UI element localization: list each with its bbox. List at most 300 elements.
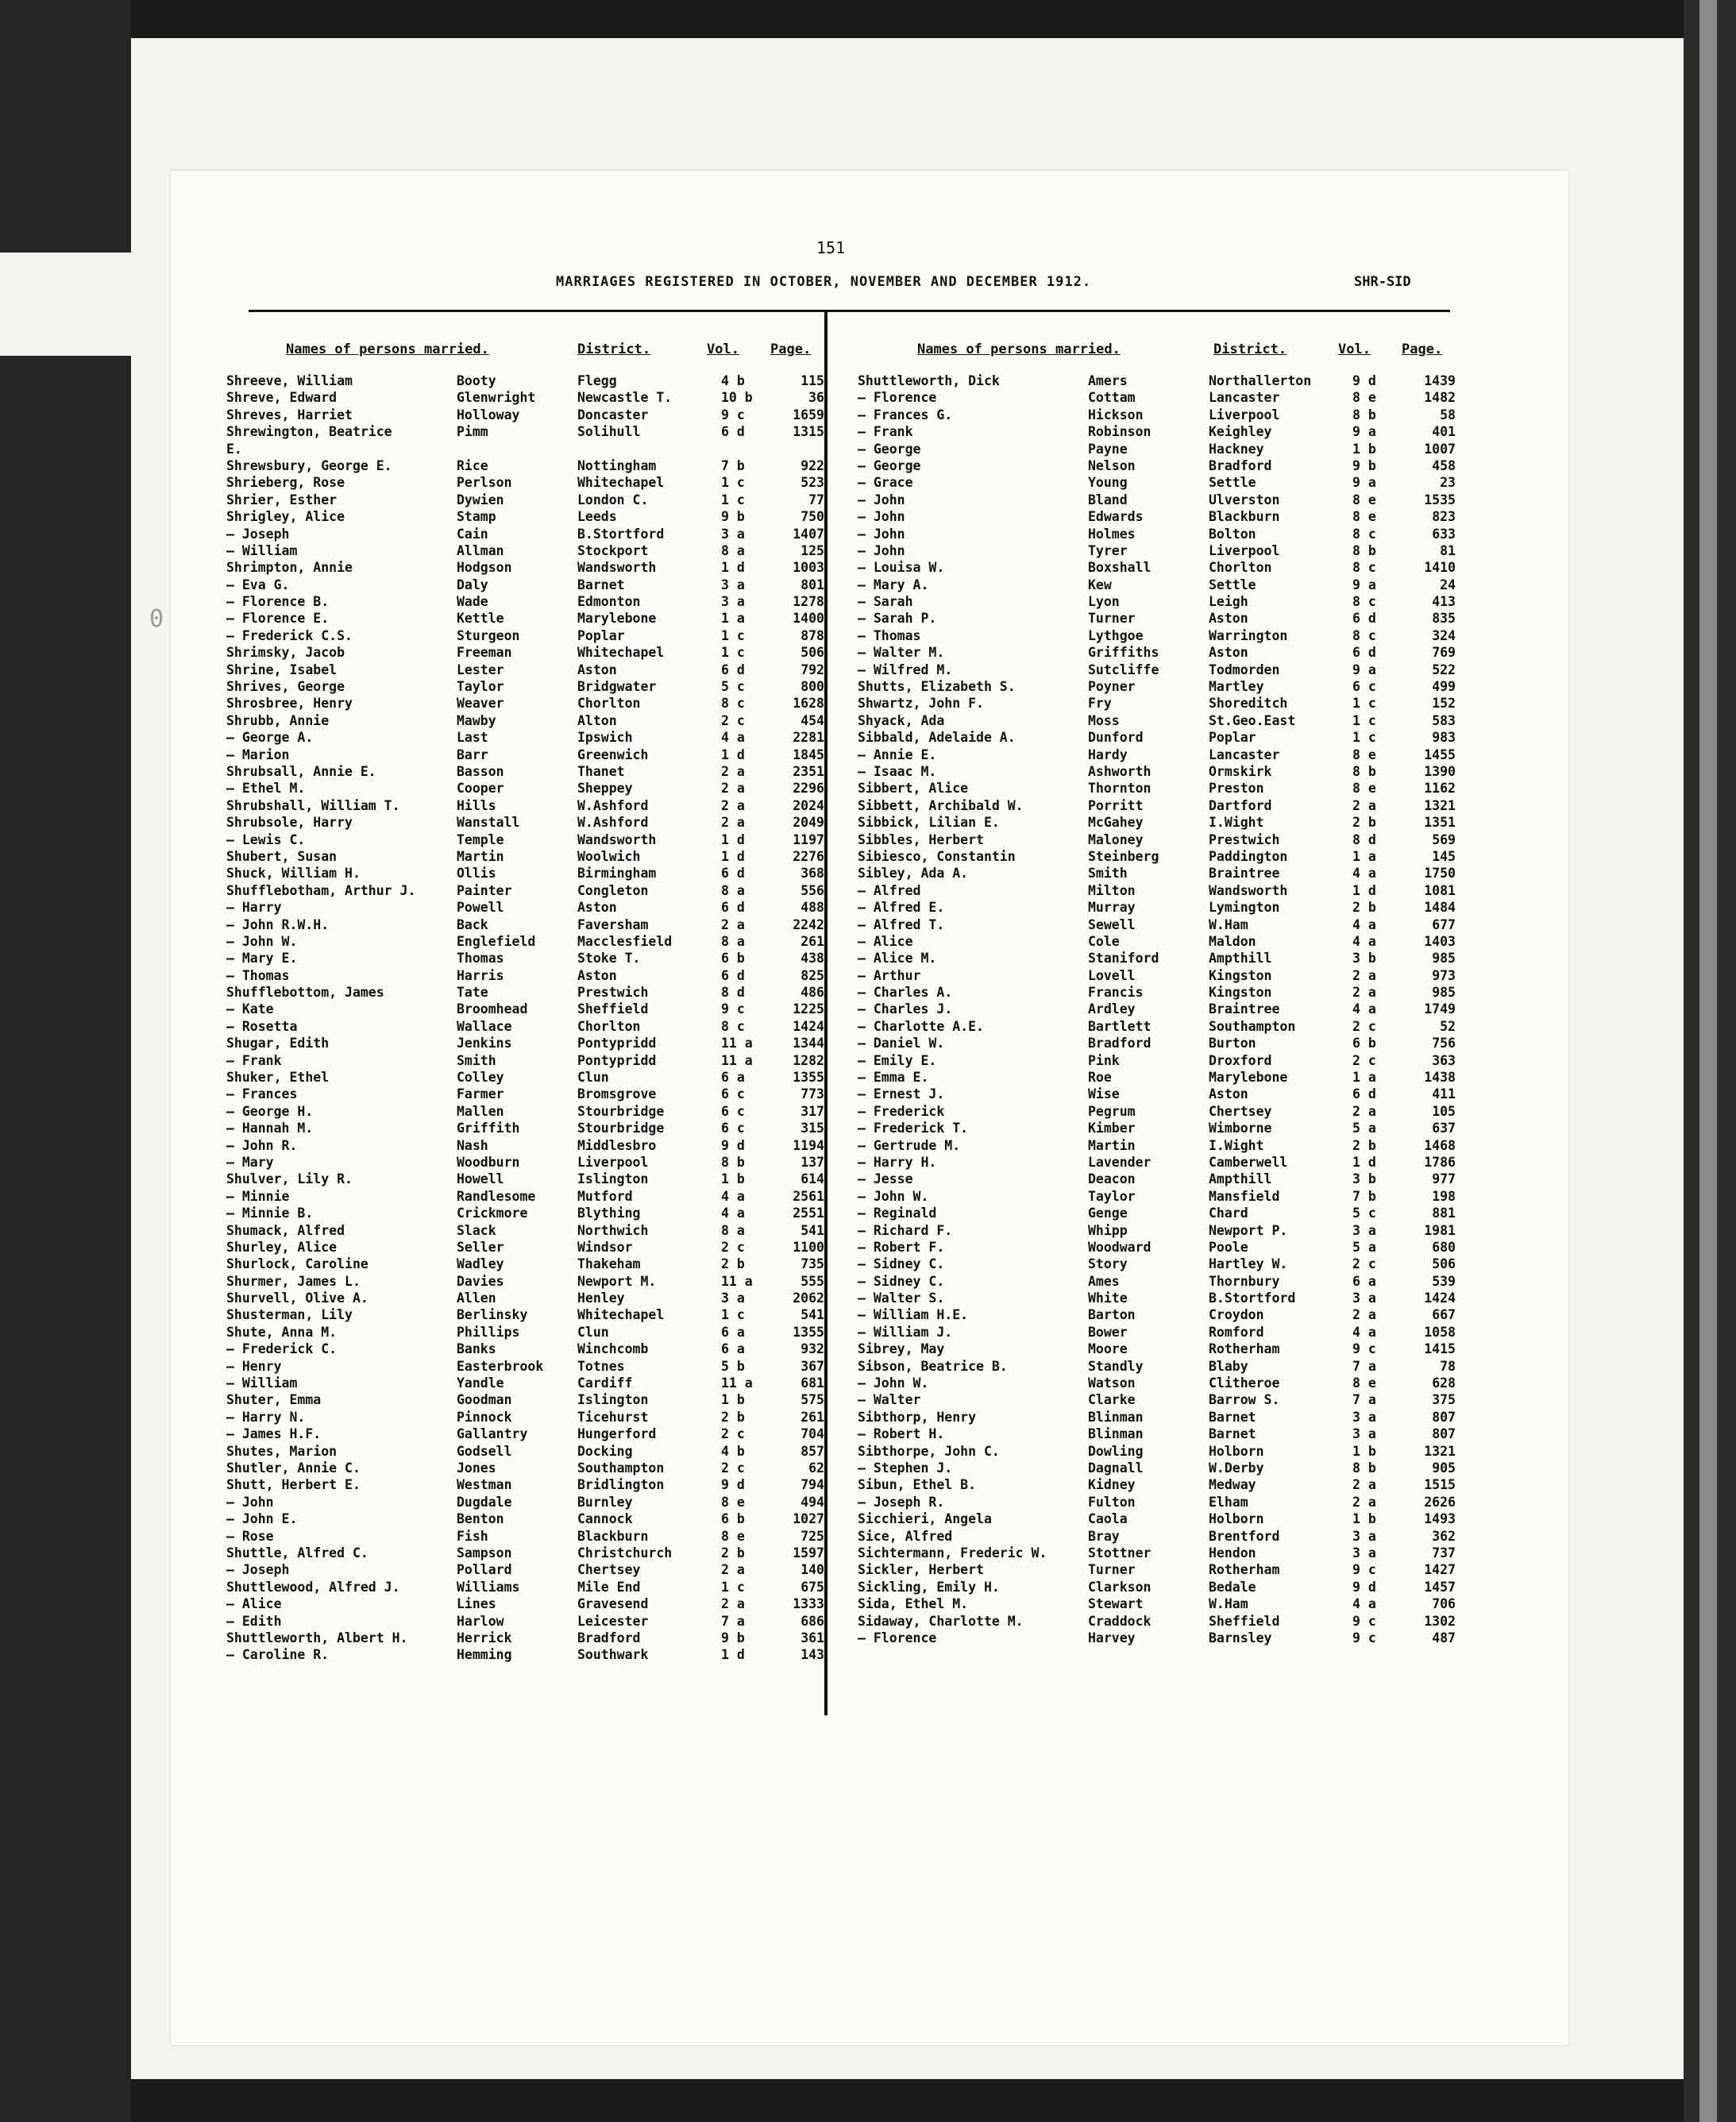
district: Pontypridd xyxy=(577,1036,657,1051)
header-names: Names of persons married. xyxy=(286,341,489,357)
person-name: Sidaway, Charlotte M. xyxy=(858,1613,1024,1629)
page-ref: 807 xyxy=(1432,1409,1456,1425)
spouse-surname: Steinberg xyxy=(1088,848,1159,864)
page-ref: 1225 xyxy=(793,1001,824,1017)
spouse-surname: Weaver xyxy=(457,696,504,712)
table-row xyxy=(226,1426,830,1443)
page-ref: 2551 xyxy=(793,1206,824,1221)
district: B.Stortford xyxy=(1209,1291,1296,1306)
table-row xyxy=(226,1206,830,1222)
person-name: Shuttleworth, Albert H. xyxy=(226,1630,408,1646)
page-ref: 499 xyxy=(1432,679,1456,695)
district: Woolwich xyxy=(577,848,641,864)
person-name: — Wilfred M. xyxy=(858,662,953,677)
page-ref: 1493 xyxy=(1424,1511,1456,1527)
district: Congleton xyxy=(577,882,649,898)
person-name: — George xyxy=(858,441,921,457)
district: London C. xyxy=(577,492,649,507)
page-ref: 2296 xyxy=(793,781,824,797)
district: Ormskirk xyxy=(1209,763,1272,779)
spouse-surname: Dywien xyxy=(457,492,504,507)
person-name: — Harry N. xyxy=(226,1409,306,1425)
person-name: Shutts, Elizabeth S. xyxy=(858,679,1016,695)
volume: 6 d xyxy=(1352,611,1376,627)
spouse-surname: Wanstall xyxy=(457,815,520,831)
volume: 3 a xyxy=(721,526,745,542)
table-row xyxy=(858,1070,1461,1086)
district: Bolton xyxy=(1209,526,1256,542)
table-row xyxy=(226,1274,830,1291)
page-ref: 522 xyxy=(1432,662,1456,677)
person-name: Shufflebottom, James xyxy=(226,985,384,1001)
page-ref: 36 xyxy=(808,390,824,406)
page-ref: 792 xyxy=(800,662,824,677)
spouse-surname: Turner xyxy=(1088,1562,1136,1578)
page-ref: 1081 xyxy=(1424,882,1456,898)
district: Hendon xyxy=(1209,1545,1256,1561)
volume: 2 a xyxy=(1352,967,1376,983)
page-ref: 825 xyxy=(800,967,824,983)
table-row xyxy=(858,1410,1461,1426)
person-name: — Sidney C. xyxy=(858,1256,945,1272)
district: Nottingham xyxy=(577,457,657,473)
person-name: Sibbick, Lilian E. xyxy=(858,815,1000,831)
page-ref: 1407 xyxy=(793,526,824,542)
spouse-surname: Harris xyxy=(457,967,504,983)
district: Bridlington xyxy=(577,1477,665,1493)
spouse-surname: Hickson xyxy=(1088,407,1144,422)
table-row xyxy=(226,1138,830,1155)
district: Birmingham xyxy=(577,866,657,882)
volume: 6 b xyxy=(721,1511,745,1527)
volume: 9 b xyxy=(721,509,745,525)
person-name: — Alice xyxy=(858,933,913,949)
table-row xyxy=(226,492,830,509)
table-row xyxy=(858,1511,1461,1528)
person-name: Shrine, Isabel xyxy=(226,662,338,677)
page-ref: 556 xyxy=(800,882,824,898)
person-name: — Frederick C.S. xyxy=(226,627,353,643)
spouse-surname: Lavender xyxy=(1088,1154,1152,1170)
volume: 8 e xyxy=(721,1528,745,1544)
person-name: — John xyxy=(858,509,905,525)
district: Southampton xyxy=(1209,1018,1296,1034)
spouse-surname: Kidney xyxy=(1088,1477,1136,1493)
spouse-surname: Gallantry xyxy=(457,1426,528,1442)
district: Wandsworth xyxy=(577,831,657,847)
page-ref: 1484 xyxy=(1424,900,1456,916)
table-row xyxy=(858,424,1461,441)
spouse-surname: Staniford xyxy=(1088,951,1159,966)
person-name: — Frank xyxy=(858,424,913,440)
person-name: Shusterman, Lily xyxy=(226,1307,353,1323)
page-ref: 769 xyxy=(1432,645,1456,661)
page-ref: 756 xyxy=(1432,1036,1456,1051)
district: Middlesbro xyxy=(577,1137,657,1153)
table-row xyxy=(858,1001,1461,1018)
person-name: — William H.E. xyxy=(858,1307,969,1323)
district: Thakeham xyxy=(577,1256,641,1272)
page-ref: 145 xyxy=(1432,848,1456,864)
person-name: — Daniel W. xyxy=(858,1036,945,1051)
volume: 8 e xyxy=(1352,1375,1376,1391)
page-ref: 62 xyxy=(808,1460,824,1476)
table-row xyxy=(226,1189,830,1206)
table-row xyxy=(858,849,1461,866)
spouse-surname: Ames xyxy=(1088,1273,1120,1289)
spouse-surname: Pimm xyxy=(457,424,488,440)
district: W.Derby xyxy=(1209,1460,1264,1476)
district: W.Ham xyxy=(1209,916,1248,932)
volume: 6 a xyxy=(721,1324,745,1340)
spouse-surname: Fry xyxy=(1088,696,1112,712)
person-name: Shwartz, John F. xyxy=(858,696,984,712)
person-name: Shrigley, Alice xyxy=(226,509,345,525)
district: Barnet xyxy=(577,577,625,592)
spouse-surname: Davies xyxy=(457,1273,504,1289)
volume: 4 a xyxy=(1352,1324,1376,1340)
volume: 6 d xyxy=(721,424,745,440)
volume: 3 a xyxy=(1352,1291,1376,1306)
page-ref: 506 xyxy=(800,645,824,661)
person-name: Shuck, William H. xyxy=(226,866,361,882)
volume: 4 a xyxy=(721,730,745,746)
person-name: — Charlotte A.E. xyxy=(858,1018,984,1034)
page-ref: 488 xyxy=(800,900,824,916)
person-name: — John W. xyxy=(226,933,298,949)
volume: 5 a xyxy=(1352,1121,1376,1136)
district: Maldon xyxy=(1209,933,1256,949)
volume: 2 a xyxy=(721,1562,745,1578)
spouse-surname: Sutcliffe xyxy=(1088,662,1159,677)
volume: 6 d xyxy=(1352,645,1376,661)
page-ref: 1749 xyxy=(1424,1001,1456,1017)
page-ref: 137 xyxy=(800,1154,824,1170)
volume: 2 b xyxy=(1352,815,1376,831)
page-ref: 1659 xyxy=(793,407,824,422)
volume: 3 a xyxy=(1352,1426,1376,1442)
district: Lancaster xyxy=(1209,390,1280,406)
spouse-surname: Bower xyxy=(1088,1324,1128,1340)
header-vol: Vol. xyxy=(707,341,739,357)
table-row xyxy=(858,696,1461,712)
volume: 4 a xyxy=(721,1188,745,1204)
table-row xyxy=(226,1444,830,1460)
page-ref: 105 xyxy=(1432,1103,1456,1119)
district: Whitechapel xyxy=(577,645,665,661)
page-ref: 143 xyxy=(800,1647,824,1663)
district: Prestwich xyxy=(577,985,649,1001)
spouse-surname: Pink xyxy=(1088,1052,1120,1068)
person-name: Shrubb, Annie xyxy=(226,712,330,728)
page-ref: 2242 xyxy=(793,916,824,932)
district: Keighley xyxy=(1209,424,1272,440)
volume: 1 a xyxy=(1352,848,1376,864)
spouse-surname: Herrick xyxy=(457,1630,512,1646)
spouse-surname: Holmes xyxy=(1088,526,1136,542)
person-name: Shuker, Ethel xyxy=(226,1070,330,1086)
person-name: — Arthur xyxy=(858,967,921,983)
page-ref: 368 xyxy=(800,866,824,882)
table-row xyxy=(858,798,1461,815)
page-ref: 1981 xyxy=(1424,1222,1456,1238)
page-ref: 1597 xyxy=(793,1545,824,1561)
page-ref: 1628 xyxy=(793,696,824,712)
spouse-surname: Moss xyxy=(1088,712,1120,728)
volume: 8 a xyxy=(721,933,745,949)
district: Lymington xyxy=(1209,900,1280,916)
spouse-surname: Fish xyxy=(457,1528,488,1544)
volume: 11 a xyxy=(721,1273,753,1289)
volume: 8 e xyxy=(1352,509,1376,525)
district: Elham xyxy=(1209,1494,1248,1510)
page-ref: 725 xyxy=(800,1528,824,1544)
table-row xyxy=(858,390,1461,407)
page-ref: 413 xyxy=(1432,594,1456,610)
person-name: — Alfred T. xyxy=(858,916,945,932)
person-name: — Isaac M. xyxy=(858,763,937,779)
person-name: — Alice xyxy=(226,1596,282,1612)
district: Kingston xyxy=(1209,985,1272,1001)
person-name: — Walter M. xyxy=(858,645,945,661)
district: Cannock xyxy=(577,1511,633,1527)
page-ref: 523 xyxy=(800,475,824,491)
page-ref: 317 xyxy=(800,1103,824,1119)
district: Medway xyxy=(1209,1477,1256,1493)
spouse-surname: Berlinsky xyxy=(457,1307,528,1323)
person-name: Sida, Ethel M. xyxy=(858,1596,969,1612)
district: Flegg xyxy=(577,373,617,388)
page-ref: 198 xyxy=(1432,1188,1456,1204)
spouse-surname: Lester xyxy=(457,662,504,677)
table-row xyxy=(226,1647,830,1664)
table-row xyxy=(858,1596,1461,1613)
district: Newport M. xyxy=(577,1273,657,1289)
page-ref: 737 xyxy=(1432,1545,1456,1561)
spouse-surname: Moore xyxy=(1088,1341,1128,1357)
volume: 1 d xyxy=(721,747,745,762)
volume: 6 d xyxy=(721,662,745,677)
volume: 6 d xyxy=(1352,1086,1376,1102)
person-name: — Sidney C. xyxy=(858,1273,945,1289)
district: Barnet xyxy=(1209,1426,1256,1442)
person-name: — Thomas xyxy=(226,967,290,983)
district: Henley xyxy=(577,1291,625,1306)
person-name: Shumack, Alfred xyxy=(226,1222,345,1238)
volume: 7 a xyxy=(1352,1358,1376,1374)
table-row xyxy=(226,594,830,611)
spouse-surname: Stamp xyxy=(457,509,496,525)
volume: 1 c xyxy=(721,627,745,643)
spouse-surname: Lyon xyxy=(1088,594,1120,610)
page-ref: 1415 xyxy=(1424,1341,1456,1357)
person-name: — Frederick C. xyxy=(226,1341,338,1357)
spouse-surname: Perlson xyxy=(457,475,512,491)
page-ref: 1007 xyxy=(1424,441,1456,457)
volume: 9 a xyxy=(1352,662,1376,677)
spouse-surname: Yandle xyxy=(457,1375,504,1391)
spouse-surname: Holloway xyxy=(457,407,520,422)
volume: 2 a xyxy=(1352,797,1376,813)
page-ref: 24 xyxy=(1440,577,1456,592)
volume: 1 d xyxy=(721,1647,745,1663)
spouse-surname: Barr xyxy=(457,747,488,762)
person-name: — Mary E. xyxy=(226,951,298,966)
spouse-surname: Sewell xyxy=(1088,916,1136,932)
district: Docking xyxy=(577,1443,633,1459)
volume: 1 b xyxy=(1352,441,1376,457)
table-row xyxy=(226,509,830,526)
spouse-surname: Cole xyxy=(1088,933,1120,949)
district: Aston xyxy=(1209,645,1248,661)
table-row xyxy=(226,628,830,645)
page-ref: 555 xyxy=(800,1273,824,1289)
person-name: — Mary A. xyxy=(858,577,929,592)
person-name: — Minnie B. xyxy=(226,1206,314,1221)
volume: 2 a xyxy=(721,916,745,932)
person-name: Shufflebotham, Arthur J. xyxy=(226,882,416,898)
district: Chertsey xyxy=(577,1562,641,1578)
person-name: — George xyxy=(858,457,921,473)
district: Martley xyxy=(1209,679,1264,695)
table-row xyxy=(226,1460,830,1477)
table-row xyxy=(858,407,1461,424)
district: Islington xyxy=(577,1171,649,1187)
page-ref: 681 xyxy=(800,1375,824,1391)
district: Chorlton xyxy=(577,1018,641,1034)
person-name: Shuttlewood, Alfred J. xyxy=(226,1579,400,1595)
table-row xyxy=(858,1392,1461,1409)
spouse-surname: Englefield xyxy=(457,933,536,949)
volume: 2 a xyxy=(721,781,745,797)
volume: 9 a xyxy=(1352,475,1376,491)
person-name: — Sarah P. xyxy=(858,611,937,627)
person-name: Shreeve, William xyxy=(226,373,353,388)
volume: 2 a xyxy=(1352,1494,1376,1510)
person-name: Shrier, Esther xyxy=(226,492,338,507)
page-ref: 361 xyxy=(800,1630,824,1646)
person-name: — William xyxy=(226,542,298,558)
spouse-surname: Woodward xyxy=(1088,1239,1152,1255)
person-name: — James H.F. xyxy=(226,1426,322,1442)
header-vol: Vol. xyxy=(1338,341,1371,357)
volume: 8 e xyxy=(721,1494,745,1510)
table-row xyxy=(226,390,830,407)
table-row xyxy=(858,1240,1461,1256)
spouse-surname: Kew xyxy=(1088,577,1112,592)
volume: 3 a xyxy=(721,594,745,610)
spouse-surname: Goodman xyxy=(457,1392,512,1408)
person-name: — Walter S. xyxy=(858,1291,945,1306)
table-row xyxy=(858,1477,1461,1494)
table-row xyxy=(858,1155,1461,1171)
table-row xyxy=(858,747,1461,764)
table-row xyxy=(226,968,830,985)
table-row xyxy=(858,1545,1461,1562)
volume: 1 d xyxy=(1352,882,1376,898)
district: Clun xyxy=(577,1070,609,1086)
table-row xyxy=(858,1444,1461,1460)
volume: 8 b xyxy=(721,1154,745,1170)
page-ref: 985 xyxy=(1432,985,1456,1001)
district: Lancaster xyxy=(1209,747,1280,762)
person-name: — George A. xyxy=(226,730,314,746)
person-name: — Harry H. xyxy=(858,1154,937,1170)
district: Aston xyxy=(577,900,617,916)
page-ref: 1438 xyxy=(1424,1070,1456,1086)
table-row xyxy=(226,883,830,900)
district: Preston xyxy=(1209,781,1264,797)
spouse-surname: Martin xyxy=(457,848,504,864)
volume: 2 b xyxy=(721,1409,745,1425)
district: Hackney xyxy=(1209,441,1264,457)
spouse-surname: Hills xyxy=(457,797,496,813)
district: Bromsgrove xyxy=(577,1086,657,1102)
volume: 1 d xyxy=(1352,1154,1376,1170)
spouse-surname: Roe xyxy=(1088,1070,1112,1086)
district: Braintree xyxy=(1209,866,1280,882)
spouse-surname: Dugdale xyxy=(457,1494,512,1510)
page-ref: 823 xyxy=(1432,509,1456,525)
person-name: — Charles A. xyxy=(858,985,953,1001)
volume: 1 c xyxy=(721,492,745,507)
volume: 6 c xyxy=(1352,679,1376,695)
volume: 7 a xyxy=(721,1613,745,1629)
district: I.Wight xyxy=(1209,1137,1264,1153)
volume: 4 b xyxy=(721,1443,745,1459)
person-name: — Henry xyxy=(226,1358,282,1374)
volume: 8 d xyxy=(721,985,745,1001)
spouse-surname: Stewart xyxy=(1088,1596,1144,1612)
district: Chertsey xyxy=(1209,1103,1272,1119)
volume: 8 e xyxy=(1352,747,1376,762)
page-ref: 438 xyxy=(800,951,824,966)
volume: 9 c xyxy=(1352,1562,1376,1578)
page-ref: 140 xyxy=(800,1562,824,1578)
page-ref: 1750 xyxy=(1424,866,1456,882)
spouse-surname: Booty xyxy=(457,373,496,388)
volume: 9 d xyxy=(1352,373,1376,388)
district: Romford xyxy=(1209,1324,1264,1340)
table-row xyxy=(226,1121,830,1137)
table-row xyxy=(226,1545,830,1562)
spouse-surname: Colley xyxy=(457,1070,504,1086)
spouse-surname: Back xyxy=(457,916,488,932)
table-row xyxy=(226,985,830,1001)
volume: 6 a xyxy=(721,1070,745,1086)
index-range: SHR-SID xyxy=(1354,274,1411,290)
spouse-surname: Lines xyxy=(457,1596,496,1612)
district: I.Wight xyxy=(1209,815,1264,831)
header-district: District. xyxy=(577,341,651,357)
table-row xyxy=(226,442,830,458)
table-row xyxy=(226,764,830,781)
table-row xyxy=(226,696,830,712)
volume: 9 b xyxy=(1352,457,1376,473)
header-names: Names of persons married. xyxy=(917,341,1121,357)
volume: 1 b xyxy=(721,1392,745,1408)
district: Stoke T. xyxy=(577,951,641,966)
table-row xyxy=(858,1562,1461,1579)
volume: 5 b xyxy=(721,1358,745,1374)
volume: 8 b xyxy=(1352,763,1376,779)
district: Ipswich xyxy=(577,730,633,746)
person-name: — Alfred E. xyxy=(858,900,945,916)
person-name: — Alfred xyxy=(858,882,921,898)
table-row xyxy=(858,1291,1461,1307)
volume: 6 b xyxy=(1352,1036,1376,1051)
table-row xyxy=(226,527,830,543)
